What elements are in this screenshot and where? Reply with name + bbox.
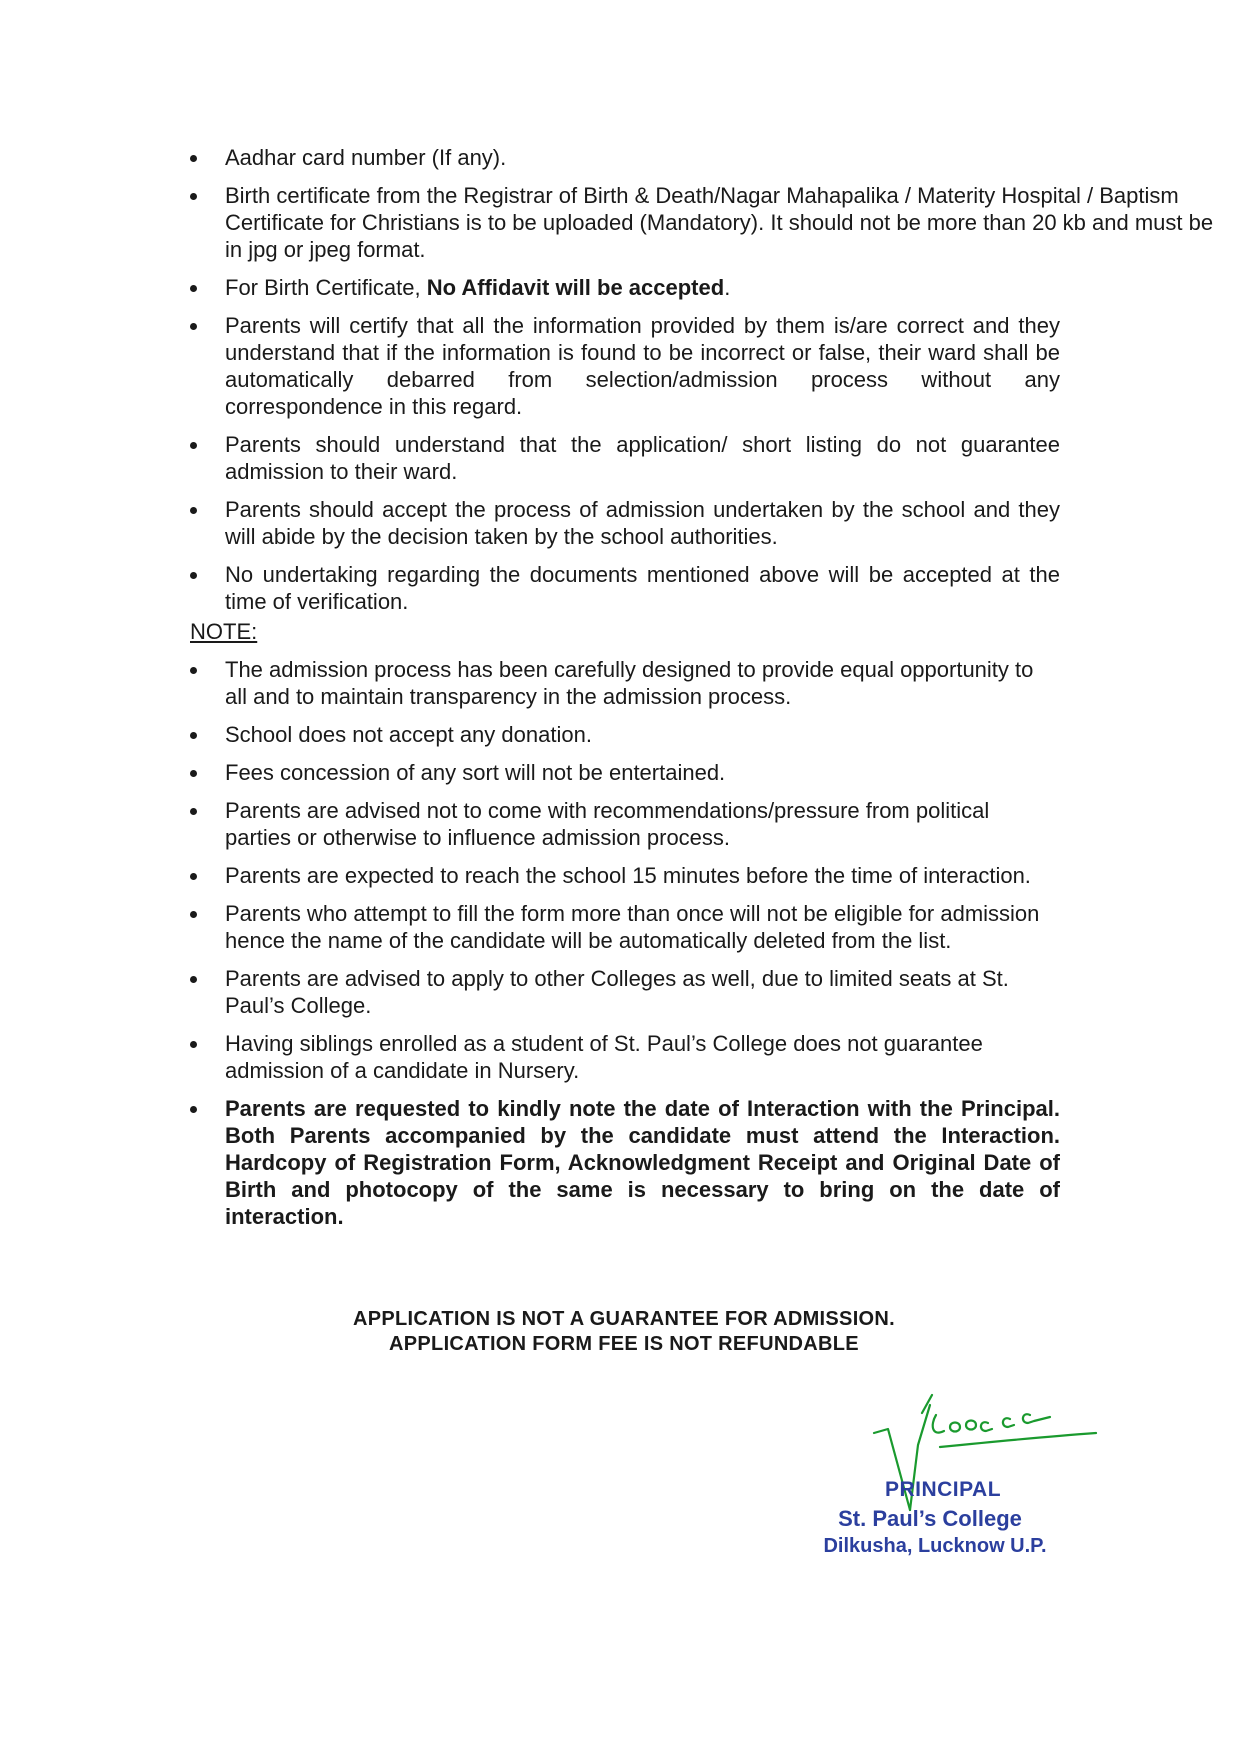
- bullet-icon: [190, 442, 197, 449]
- bullet-icon: [190, 976, 197, 983]
- stamp-college-name: St. Paul’s College: [838, 1506, 1022, 1531]
- list-item-text: Parents should accept the process of admission undertaken by the school and they will abide by the decision taken by the school authorities.: [225, 497, 1060, 549]
- text-suffix: .: [724, 275, 731, 300]
- list-item: [190, 274, 1060, 301]
- note-heading: NOTE:: [190, 619, 258, 644]
- list-item: [190, 656, 1060, 710]
- list-item: [190, 182, 1225, 263]
- list-item: [190, 496, 1060, 550]
- list-item-text: [225, 274, 1060, 301]
- stamp-title: [868, 1478, 1018, 1502]
- list-item: [190, 900, 1060, 954]
- bullet-icon: [190, 285, 197, 292]
- list-item-text: Parents should understand that the application/ short listing do not guarantee admission to their ward.: [225, 432, 1060, 484]
- list-item-text: Aadhar card number (If any).: [225, 145, 507, 170]
- text-prefix: For Birth Certificate,: [225, 275, 427, 300]
- bullet-icon: [190, 155, 197, 162]
- list-item: [190, 797, 1060, 851]
- list-item-text: Parents are advised to apply to other Colleges as well, due to limited seats at St. Paul’s College.: [225, 966, 1009, 1018]
- bullet-icon: [190, 732, 197, 739]
- list-item: [190, 759, 1060, 786]
- list-item-text: Birth certificate from the Registrar of Birth & Death/Nagar Mahapalika / Materity Hospital / Baptism Certificate for Christians is to be uploaded (Mandatory). It should not be more than 20 kb and must be in jpg or jpeg format.: [225, 183, 1214, 262]
- list-item: [190, 561, 1060, 615]
- bullet-icon: [190, 1106, 197, 1113]
- bullet-icon: [190, 572, 197, 579]
- bullet-icon: [190, 770, 197, 777]
- bullet-icon: [190, 507, 197, 514]
- list-item-text: Parents who attempt to fill the form more than once will not be eligible for admission hence the name of the candidate will be automatically deleted from the list.: [225, 901, 1040, 953]
- requirements-list: [190, 144, 1214, 626]
- list-item-text: Parents are expected to reach the school 15 minutes before the time of interaction.: [225, 863, 1031, 888]
- list-item-text: Parents are requested to kindly note the date of Interaction with the Principal. Both Parents accompanied by the candidate must attend the Interaction. Hardcopy of Registration Form, Acknowledgment Receipt and Original Date of Birth and photocopy of the same is necessary to bring on the date of interaction.: [225, 1096, 1060, 1229]
- list-item-text: School does not accept any donation.: [225, 722, 592, 747]
- list-item: [190, 862, 1060, 889]
- list-item: [190, 144, 1060, 171]
- list-item-text: Having siblings enrolled as a student of St. Paul’s College does not guarantee admission of a candidate in Nursery.: [225, 1031, 983, 1083]
- notes-list: [190, 656, 1060, 1241]
- footer-fee-notice: APPLICATION FORM FEE IS NOT REFUNDABLE: [389, 1333, 859, 1355]
- list-item-text: Parents will certify that all the information provided by them is/are correct and they understand that if the information is found to be incorrect or false, their ward shall be automatically debarred from selection/admission process without any correspondence in this regard.: [225, 313, 1060, 419]
- list-item: [190, 1030, 1060, 1084]
- bullet-icon: [190, 1041, 197, 1048]
- stamp-location: Dilkusha, Lucknow U.P.: [823, 1535, 1047, 1557]
- list-item: [190, 431, 1060, 485]
- list-item: [190, 1095, 1060, 1230]
- bullet-icon: [190, 193, 197, 200]
- bullet-icon: [190, 667, 197, 674]
- list-item-text: Parents are advised not to come with recommendations/pressure from political parties or otherwise to influence admission process.: [225, 798, 990, 850]
- list-item-text: No undertaking regarding the documents mentioned above will be accepted at the time of verification.: [225, 562, 1060, 614]
- list-item: [190, 312, 1060, 420]
- list-item-text: The admission process has been carefully designed to provide equal opportunity to all and to maintain transparency in the admission process.: [225, 657, 1034, 709]
- bullet-icon: [190, 911, 197, 918]
- stamp-title-text: PRINCIPAL: [884, 1478, 1002, 1501]
- bullet-icon: [190, 873, 197, 880]
- list-item: [190, 721, 1060, 748]
- footer-guarantee-notice: APPLICATION IS NOT A GUARANTEE FOR ADMISSION.: [352, 1308, 896, 1330]
- text-emphasis: No Affidavit will be accepted: [426, 275, 725, 300]
- list-item-text: Fees concession of any sort will not be entertained.: [225, 760, 726, 785]
- bullet-icon: [190, 808, 197, 815]
- list-item: [190, 965, 1060, 1019]
- bullet-icon: [190, 323, 197, 330]
